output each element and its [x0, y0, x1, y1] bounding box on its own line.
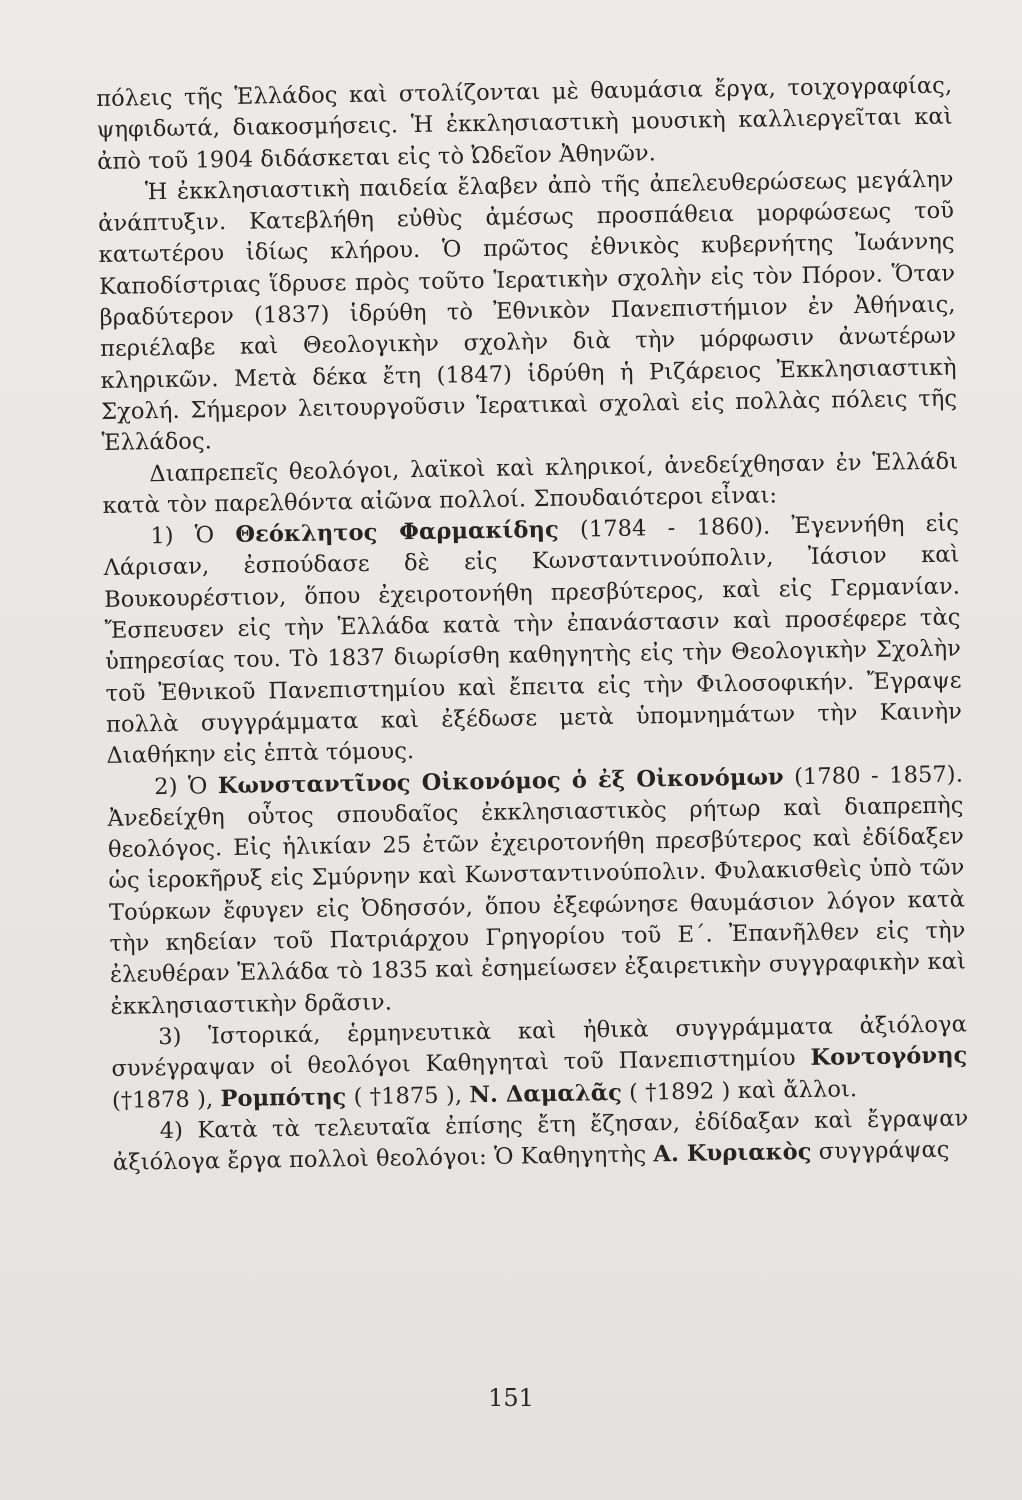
text-run: (1784 - 1860). Ἐγεννήθη εἰς Λάρισαν, ἐσπούδασε δὲ εἰς Κωνσταντινούπολιν, Ἰάσιον καὶ Βουκουρέστιον, ὅπου ἐχειροτονήθη πρεσβύτερος, καὶ εἰς Γερμανίαν. Ἔσπευσεν εἰς τὴν Ἑλλάδα κατὰ τὴν ἐπανάστασιν καὶ προσέφερε τὰς ὑπηρεσίας του. Τὸ 1837 διωρίσθη καθηγητὴς εἰς τὴν Θεολογικὴν Σχολὴν τοῦ Ἐθνικοῦ Πανεπιστημίου καὶ ἔπειτα εἰς τὴν Φιλοσοφικήν. Ἔγραψε πολλὰ συγγράμματα καὶ ἐξέδωσε μετὰ ὑπομνημάτων τὴν Καινὴν Διαθήκην εἰς ἑπτὰ τόμους.: [103, 510, 963, 770]
paragraph: [111, 1009, 968, 1116]
bold-name: Θεόκλητος Φαρμακίδης: [235, 516, 559, 549]
text-run: (†1878 ),: [111, 1085, 221, 1114]
body-text: [96, 71, 969, 1180]
text-run: ( †1875 ),: [346, 1081, 470, 1110]
bold-name: Ρομπότης: [220, 1083, 347, 1112]
paragraph: [112, 1103, 969, 1179]
paragraph: [97, 164, 957, 459]
bold-name: Ν. Δαμαλᾶς: [469, 1079, 623, 1108]
text-run: Διαπρεπεῖς θεολόγοι, λαϊκοὶ καὶ κληρικοί, ἀνεδείχθησαν ἐν Ἑλλάδι κατὰ τὸν παρελθόντα αἰῶνα πολλοί. Σπουδαιότεροι εἶναι:: [102, 448, 959, 519]
text-run: πόλεις τῆς Ἑλλάδος καὶ στολίζονται μὲ θαυμάσια ἔργα, τοιχογραφίας, ψηφιδωτά, διακοσμήσεις. Ἡ ἐκκλησιαστικὴ μουσικὴ καλλιεργεῖται καὶ ἀπὸ τοῦ 1904 διδάσκεται εἰς τὸ Ὠδεῖον Ἀθηνῶν.: [96, 72, 953, 175]
paragraph: [107, 759, 967, 1023]
text-run: Ἡ ἐκκλησιαστικὴ παιδεία ἔλαβεν ἀπὸ τῆς ἀπελευθερώσεως μεγάλην ἀνάπτυξιν. Κατεβλήθη εὐθὺς ἀμέσως προσπάθεια μορφώσεως τοῦ κατωτέρου ἰδίως κλήρου. Ὁ πρῶτος ἐθνικὸς κυβερνήτης Ἰωάννης Καποδίστριας ἵδρυσε πρὸς τοῦτο Ἱερατικὴν σχολὴν εἰς τὸν Πόρον. Ὅταν βραδύτερον (1837) ἱδρύθη τὸ Ἐθνικὸν Πανεπιστήμιον ἐν Ἀθήναις, περιέλαβε καὶ Θεολογικὴν σχολὴν διὰ τὴν μόρφωσιν ἀνωτέρων κληρικῶν. Μετὰ δέκα ἔτη (1847) ἱδρύθη ἡ Ριζάρειος Ἐκκλησιαστικὴ Σχολή. Σήμερον λειτουργοῦσιν Ἱερατικαὶ σχολαὶ εἰς πολλὰς πόλεις τῆς Ἑλλάδος.: [97, 166, 958, 457]
text-run: 1) Ὁ: [150, 522, 236, 550]
text-run: ( †1892 ) καὶ ἄλλοι.: [621, 1075, 858, 1106]
text-run: (1780 - 1857). Ἀνεδείχθη οὗτος σπουδαῖος ἐκκλησιαστικὸς ρήτωρ καὶ διαπρεπὴς θεολόγος. Εἰς ἡλικίαν 25 ἐτῶν ἐχειροτονήθη πρεσβύτερος καὶ ἐδίδαξεν ὡς ἱεροκῆρυξ εἰς Σμύρνην καὶ Κωνσταντινούπολιν. Φυλακισθεὶς ὑπὸ τῶν Τούρκων ἔφυγεν εἰς Ὀδησσόν, ὅπου ἐξεφώνησε θαυμάσιον λόγον κατὰ τὴν κηδείαν τοῦ Πατριάρχου Γρηγορίου τοῦ Ε΄. Ἐπανῆλθεν εἰς τὴν ἐλευθέραν Ἑλλάδα τὸ 1835 καὶ ἐσημείωσεν ἐξαιρετικὴν συγγραφικὴν καὶ ἐκκλησιαστικὴν δρᾶσιν.: [107, 761, 967, 1020]
paragraph: [103, 509, 963, 773]
page-number: 151: [488, 1384, 534, 1412]
text-run: συγγράψας: [811, 1136, 950, 1165]
text-run: 4) Κατὰ τὰ τελευταῖα ἐπίσης ἔτη ἔζησαν, ἐδίδαξαν καὶ ἔγραψαν ἀξιόλογα ἔργα πολλοὶ θεολόγοι: Ὁ Καθηγητὴς: [112, 1105, 969, 1176]
bold-name: Α. Κυριακὸς: [653, 1138, 812, 1168]
text-run: 3) Ἱστορικά, ἑρμηνευτικὰ καὶ ἠθικὰ συγγράμματα ἀξιόλογα συνέγραψαν οἱ θεολόγοι Καθηγηταὶ τοῦ Πανεπιστημίου: [111, 1011, 968, 1083]
bold-name: Κοντογόνης: [810, 1042, 968, 1072]
bold-name: Κωνσταντῖνος Οἰκονόμος ὁ ἐξ Οἰκονόμων: [217, 763, 784, 799]
paragraph: [96, 71, 953, 178]
text-run: 2) Ὁ: [154, 772, 219, 800]
